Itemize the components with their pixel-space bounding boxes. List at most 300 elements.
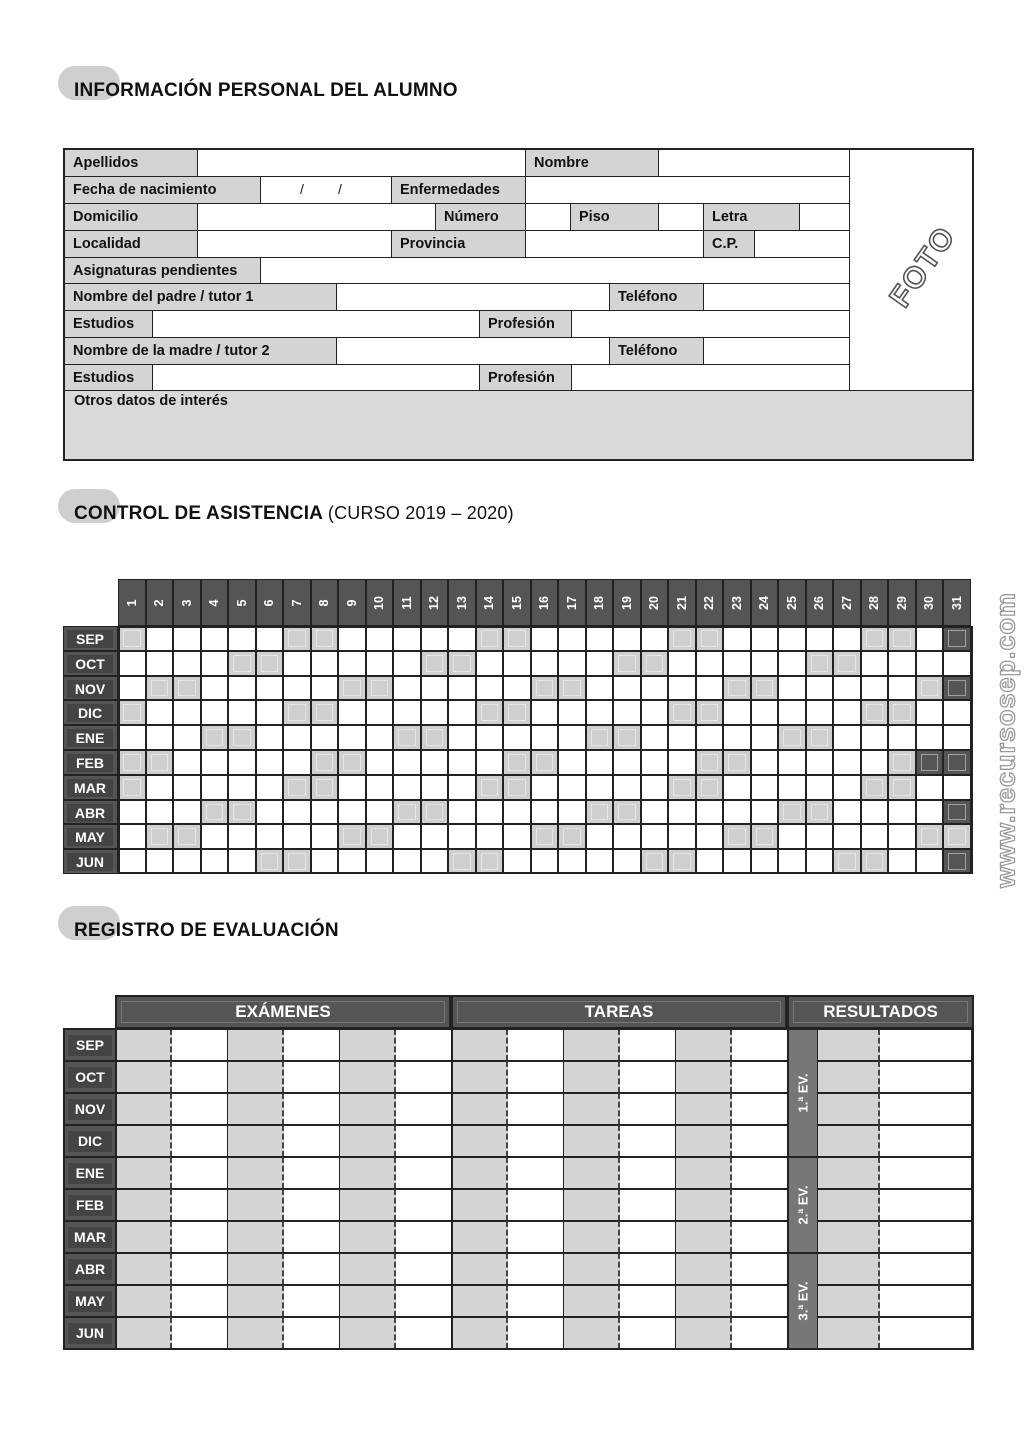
evaluation-cell[interactable] (564, 1189, 620, 1221)
attendance-cell[interactable] (696, 800, 724, 825)
evaluation-cell[interactable] (340, 1157, 396, 1189)
attendance-cell[interactable] (833, 849, 861, 874)
attendance-cell[interactable] (778, 824, 806, 849)
attendance-cell[interactable] (531, 725, 559, 750)
letra-field[interactable] (800, 204, 849, 230)
evaluation-cell[interactable] (620, 1285, 676, 1317)
attendance-cell[interactable] (118, 626, 146, 651)
attendance-cell[interactable] (283, 725, 311, 750)
attendance-cell[interactable] (448, 676, 476, 701)
attendance-cell[interactable] (558, 676, 586, 701)
attendance-cell[interactable] (448, 849, 476, 874)
attendance-cell[interactable] (696, 849, 724, 874)
attendance-cell[interactable] (338, 676, 366, 701)
attendance-cell[interactable] (201, 775, 229, 800)
evaluation-cell[interactable] (880, 1221, 972, 1253)
evaluation-cell[interactable] (116, 1157, 172, 1189)
attendance-cell[interactable] (366, 800, 394, 825)
attendance-cell[interactable] (861, 824, 889, 849)
evaluation-cell[interactable] (340, 1125, 396, 1157)
evaluation-cell[interactable] (172, 1317, 228, 1349)
attendance-cell[interactable] (806, 750, 834, 775)
attendance-cell[interactable] (283, 651, 311, 676)
evaluation-cell[interactable] (880, 1061, 972, 1093)
evaluation-cell[interactable] (818, 1221, 880, 1253)
attendance-cell[interactable] (613, 800, 641, 825)
attendance-cell[interactable] (723, 824, 751, 849)
evaluation-cell[interactable] (228, 1317, 284, 1349)
attendance-cell[interactable] (228, 824, 256, 849)
evaluation-cell[interactable] (676, 1285, 732, 1317)
attendance-cell[interactable] (558, 775, 586, 800)
attendance-cell[interactable] (366, 676, 394, 701)
evaluation-cell[interactable] (172, 1093, 228, 1125)
attendance-cell[interactable] (146, 800, 174, 825)
attendance-cell[interactable] (366, 725, 394, 750)
attendance-cell[interactable] (201, 725, 229, 750)
attendance-cell[interactable] (833, 800, 861, 825)
attendance-cell[interactable] (531, 824, 559, 849)
attendance-cell[interactable] (476, 750, 504, 775)
evaluation-cell[interactable] (818, 1253, 880, 1285)
attendance-cell[interactable] (531, 676, 559, 701)
evaluation-cell[interactable] (732, 1093, 788, 1125)
attendance-cell[interactable] (916, 824, 944, 849)
attendance-cell[interactable] (173, 800, 201, 825)
evaluation-cell[interactable] (508, 1189, 564, 1221)
attendance-cell[interactable] (146, 626, 174, 651)
profesion-1-field[interactable] (572, 311, 849, 337)
evaluation-cell[interactable] (172, 1029, 228, 1061)
attendance-cell[interactable] (668, 824, 696, 849)
attendance-cell[interactable] (943, 750, 971, 775)
attendance-cell[interactable] (146, 775, 174, 800)
attendance-cell[interactable] (696, 824, 724, 849)
attendance-cell[interactable] (668, 849, 696, 874)
evaluation-cell[interactable] (508, 1253, 564, 1285)
attendance-cell[interactable] (531, 626, 559, 651)
attendance-cell[interactable] (888, 800, 916, 825)
evaluation-cell[interactable] (620, 1253, 676, 1285)
attendance-cell[interactable] (311, 626, 339, 651)
evaluation-cell[interactable] (228, 1093, 284, 1125)
attendance-cell[interactable] (641, 824, 669, 849)
evaluation-cell[interactable] (340, 1029, 396, 1061)
attendance-cell[interactable] (641, 849, 669, 874)
photo-box[interactable] (849, 150, 972, 390)
attendance-cell[interactable] (503, 849, 531, 874)
attendance-cell[interactable] (256, 800, 284, 825)
attendance-cell[interactable] (558, 651, 586, 676)
attendance-cell[interactable] (256, 651, 284, 676)
attendance-cell[interactable] (668, 676, 696, 701)
attendance-cell[interactable] (668, 700, 696, 725)
attendance-cell[interactable] (888, 700, 916, 725)
attendance-cell[interactable] (421, 700, 449, 725)
attendance-cell[interactable] (476, 700, 504, 725)
attendance-cell[interactable] (806, 651, 834, 676)
attendance-cell[interactable] (173, 626, 201, 651)
attendance-cell[interactable] (723, 849, 751, 874)
attendance-cell[interactable] (228, 676, 256, 701)
evaluation-cell[interactable] (396, 1093, 452, 1125)
attendance-cell[interactable] (613, 824, 641, 849)
evaluation-cell[interactable] (284, 1221, 340, 1253)
evaluation-cell[interactable] (620, 1093, 676, 1125)
attendance-cell[interactable] (146, 849, 174, 874)
evaluation-cell[interactable] (284, 1317, 340, 1349)
attendance-cell[interactable] (173, 651, 201, 676)
attendance-cell[interactable] (228, 700, 256, 725)
attendance-cell[interactable] (311, 750, 339, 775)
attendance-cell[interactable] (778, 626, 806, 651)
attendance-cell[interactable] (916, 849, 944, 874)
otros-datos-field[interactable] (65, 390, 972, 459)
evaluation-cell[interactable] (732, 1061, 788, 1093)
evaluation-cell[interactable] (564, 1029, 620, 1061)
attendance-cell[interactable] (888, 725, 916, 750)
attendance-cell[interactable] (861, 626, 889, 651)
evaluation-cell[interactable] (452, 1317, 508, 1349)
evaluation-cell[interactable] (172, 1221, 228, 1253)
evaluation-cell[interactable] (284, 1125, 340, 1157)
evaluation-cell[interactable] (732, 1285, 788, 1317)
attendance-cell[interactable] (448, 750, 476, 775)
evaluation-cell[interactable] (396, 1029, 452, 1061)
attendance-cell[interactable] (503, 824, 531, 849)
evaluation-cell[interactable] (508, 1125, 564, 1157)
attendance-cell[interactable] (668, 750, 696, 775)
evaluation-cell[interactable] (116, 1221, 172, 1253)
evaluation-cell[interactable] (508, 1093, 564, 1125)
attendance-cell[interactable] (173, 676, 201, 701)
attendance-cell[interactable] (531, 750, 559, 775)
attendance-cell[interactable] (118, 676, 146, 701)
attendance-cell[interactable] (338, 626, 366, 651)
evaluation-cell[interactable] (284, 1157, 340, 1189)
attendance-cell[interactable] (118, 651, 146, 676)
nombre-field[interactable] (659, 150, 849, 176)
attendance-cell[interactable] (531, 651, 559, 676)
evaluation-cell[interactable] (508, 1317, 564, 1349)
attendance-cell[interactable] (228, 626, 256, 651)
evaluation-cell[interactable] (880, 1253, 972, 1285)
attendance-cell[interactable] (751, 775, 779, 800)
attendance-cell[interactable] (118, 849, 146, 874)
attendance-cell[interactable] (146, 725, 174, 750)
attendance-cell[interactable] (118, 725, 146, 750)
attendance-cell[interactable] (393, 849, 421, 874)
enfermedades-field[interactable] (526, 177, 849, 203)
attendance-cell[interactable] (613, 849, 641, 874)
evaluation-cell[interactable] (620, 1029, 676, 1061)
evaluation-cell[interactable] (620, 1317, 676, 1349)
attendance-cell[interactable] (503, 725, 531, 750)
evaluation-cell[interactable] (172, 1253, 228, 1285)
attendance-cell[interactable] (338, 725, 366, 750)
evaluation-cell[interactable] (818, 1317, 880, 1349)
evaluation-cell[interactable] (116, 1253, 172, 1285)
attendance-cell[interactable] (613, 775, 641, 800)
attendance-cell[interactable] (751, 750, 779, 775)
attendance-cell[interactable] (448, 725, 476, 750)
attendance-cell[interactable] (806, 725, 834, 750)
evaluation-cell[interactable] (732, 1317, 788, 1349)
attendance-cell[interactable] (723, 750, 751, 775)
profesion-2-field[interactable] (572, 365, 849, 390)
attendance-cell[interactable] (778, 800, 806, 825)
attendance-cell[interactable] (256, 775, 284, 800)
evaluation-cell[interactable] (116, 1189, 172, 1221)
attendance-cell[interactable] (751, 676, 779, 701)
attendance-cell[interactable] (586, 750, 614, 775)
attendance-cell[interactable] (338, 750, 366, 775)
attendance-cell[interactable] (806, 824, 834, 849)
attendance-cell[interactable] (833, 824, 861, 849)
attendance-cell[interactable] (366, 849, 394, 874)
attendance-cell[interactable] (943, 626, 971, 651)
evaluation-cell[interactable] (172, 1189, 228, 1221)
attendance-cell[interactable] (668, 800, 696, 825)
attendance-cell[interactable] (723, 700, 751, 725)
attendance-cell[interactable] (476, 775, 504, 800)
attendance-cell[interactable] (833, 750, 861, 775)
evaluation-cell[interactable] (818, 1189, 880, 1221)
attendance-cell[interactable] (778, 775, 806, 800)
attendance-cell[interactable] (173, 775, 201, 800)
attendance-cell[interactable] (448, 651, 476, 676)
attendance-cell[interactable] (641, 750, 669, 775)
attendance-cell[interactable] (448, 800, 476, 825)
attendance-cell[interactable] (833, 626, 861, 651)
attendance-cell[interactable] (833, 725, 861, 750)
evaluation-cell[interactable] (818, 1029, 880, 1061)
evaluation-cell[interactable] (620, 1157, 676, 1189)
evaluation-cell[interactable] (228, 1157, 284, 1189)
evaluation-cell[interactable] (564, 1157, 620, 1189)
attendance-cell[interactable] (311, 725, 339, 750)
attendance-cell[interactable] (311, 651, 339, 676)
attendance-cell[interactable] (393, 700, 421, 725)
evaluation-cell[interactable] (340, 1189, 396, 1221)
attendance-cell[interactable] (751, 849, 779, 874)
attendance-cell[interactable] (943, 651, 971, 676)
attendance-cell[interactable] (888, 750, 916, 775)
attendance-cell[interactable] (861, 750, 889, 775)
attendance-cell[interactable] (558, 700, 586, 725)
attendance-cell[interactable] (558, 626, 586, 651)
attendance-cell[interactable] (311, 849, 339, 874)
attendance-cell[interactable] (613, 725, 641, 750)
attendance-cell[interactable] (888, 626, 916, 651)
evaluation-cell[interactable] (116, 1125, 172, 1157)
attendance-cell[interactable] (146, 700, 174, 725)
evaluation-cell[interactable] (732, 1221, 788, 1253)
attendance-cell[interactable] (476, 651, 504, 676)
attendance-cell[interactable] (338, 775, 366, 800)
attendance-cell[interactable] (778, 700, 806, 725)
evaluation-cell[interactable] (396, 1061, 452, 1093)
evaluation-cell[interactable] (620, 1221, 676, 1253)
attendance-cell[interactable] (201, 700, 229, 725)
attendance-cell[interactable] (613, 676, 641, 701)
attendance-cell[interactable] (806, 775, 834, 800)
attendance-cell[interactable] (696, 700, 724, 725)
estudios-1-field[interactable] (153, 311, 480, 337)
attendance-cell[interactable] (586, 676, 614, 701)
attendance-cell[interactable] (311, 676, 339, 701)
attendance-cell[interactable] (641, 725, 669, 750)
attendance-cell[interactable] (778, 676, 806, 701)
attendance-cell[interactable] (393, 775, 421, 800)
evaluation-cell[interactable] (620, 1125, 676, 1157)
attendance-cell[interactable] (916, 700, 944, 725)
evaluation-cell[interactable] (564, 1253, 620, 1285)
attendance-cell[interactable] (696, 725, 724, 750)
padre-field[interactable] (337, 284, 610, 310)
evaluation-cell[interactable] (228, 1189, 284, 1221)
attendance-cell[interactable] (201, 750, 229, 775)
attendance-cell[interactable] (531, 775, 559, 800)
attendance-cell[interactable] (201, 800, 229, 825)
attendance-cell[interactable] (613, 651, 641, 676)
attendance-cell[interactable] (723, 651, 751, 676)
attendance-cell[interactable] (393, 750, 421, 775)
evaluation-cell[interactable] (564, 1093, 620, 1125)
evaluation-cell[interactable] (340, 1317, 396, 1349)
attendance-cell[interactable] (311, 775, 339, 800)
evaluation-cell[interactable] (508, 1029, 564, 1061)
attendance-cell[interactable] (146, 676, 174, 701)
evaluation-cell[interactable] (172, 1061, 228, 1093)
attendance-cell[interactable] (861, 700, 889, 725)
attendance-cell[interactable] (641, 651, 669, 676)
provincia-field[interactable] (526, 231, 704, 257)
evaluation-cell[interactable] (564, 1061, 620, 1093)
evaluation-cell[interactable] (116, 1029, 172, 1061)
attendance-cell[interactable] (586, 700, 614, 725)
attendance-cell[interactable] (888, 775, 916, 800)
attendance-cell[interactable] (201, 849, 229, 874)
attendance-cell[interactable] (778, 651, 806, 676)
attendance-cell[interactable] (476, 676, 504, 701)
attendance-cell[interactable] (641, 626, 669, 651)
attendance-cell[interactable] (173, 824, 201, 849)
attendance-cell[interactable] (641, 800, 669, 825)
evaluation-cell[interactable] (340, 1285, 396, 1317)
attendance-cell[interactable] (421, 676, 449, 701)
telefono-2-field[interactable] (704, 338, 849, 364)
attendance-cell[interactable] (366, 824, 394, 849)
attendance-cell[interactable] (421, 750, 449, 775)
attendance-cell[interactable] (118, 775, 146, 800)
attendance-cell[interactable] (476, 725, 504, 750)
attendance-cell[interactable] (641, 700, 669, 725)
attendance-cell[interactable] (448, 700, 476, 725)
attendance-cell[interactable] (696, 651, 724, 676)
attendance-cell[interactable] (531, 800, 559, 825)
evaluation-cell[interactable] (676, 1221, 732, 1253)
evaluation-cell[interactable] (564, 1125, 620, 1157)
estudios-2-field[interactable] (153, 365, 480, 390)
attendance-cell[interactable] (283, 775, 311, 800)
evaluation-cell[interactable] (880, 1093, 972, 1125)
attendance-cell[interactable] (366, 651, 394, 676)
attendance-cell[interactable] (338, 651, 366, 676)
attendance-cell[interactable] (668, 651, 696, 676)
attendance-cell[interactable] (586, 800, 614, 825)
fecha-nacimiento-field[interactable] (261, 177, 392, 203)
evaluation-cell[interactable] (116, 1317, 172, 1349)
attendance-cell[interactable] (173, 725, 201, 750)
evaluation-cell[interactable] (452, 1285, 508, 1317)
attendance-cell[interactable] (558, 824, 586, 849)
evaluation-cell[interactable] (228, 1285, 284, 1317)
evaluation-cell[interactable] (284, 1093, 340, 1125)
evaluation-cell[interactable] (818, 1285, 880, 1317)
attendance-cell[interactable] (943, 775, 971, 800)
attendance-cell[interactable] (723, 800, 751, 825)
attendance-cell[interactable] (723, 626, 751, 651)
attendance-cell[interactable] (256, 676, 284, 701)
attendance-cell[interactable] (723, 676, 751, 701)
attendance-cell[interactable] (448, 775, 476, 800)
attendance-cell[interactable] (916, 676, 944, 701)
attendance-cell[interactable] (806, 676, 834, 701)
attendance-cell[interactable] (448, 824, 476, 849)
cp-field[interactable] (755, 231, 849, 257)
evaluation-cell[interactable] (340, 1061, 396, 1093)
attendance-cell[interactable] (118, 700, 146, 725)
evaluation-cell[interactable] (452, 1029, 508, 1061)
attendance-cell[interactable] (751, 626, 779, 651)
attendance-cell[interactable] (558, 800, 586, 825)
attendance-cell[interactable] (146, 651, 174, 676)
evaluation-cell[interactable] (116, 1285, 172, 1317)
evaluation-cell[interactable] (732, 1125, 788, 1157)
evaluation-cell[interactable] (676, 1253, 732, 1285)
evaluation-cell[interactable] (676, 1189, 732, 1221)
evaluation-cell[interactable] (452, 1093, 508, 1125)
attendance-cell[interactable] (558, 849, 586, 874)
attendance-cell[interactable] (888, 651, 916, 676)
attendance-cell[interactable] (338, 849, 366, 874)
attendance-cell[interactable] (476, 824, 504, 849)
attendance-cell[interactable] (613, 700, 641, 725)
attendance-cell[interactable] (173, 700, 201, 725)
evaluation-cell[interactable] (452, 1061, 508, 1093)
attendance-cell[interactable] (503, 775, 531, 800)
evaluation-cell[interactable] (116, 1061, 172, 1093)
evaluation-cell[interactable] (284, 1285, 340, 1317)
attendance-cell[interactable] (503, 626, 531, 651)
evaluation-cell[interactable] (676, 1317, 732, 1349)
evaluation-cell[interactable] (508, 1061, 564, 1093)
attendance-cell[interactable] (861, 725, 889, 750)
evaluation-cell[interactable] (732, 1157, 788, 1189)
attendance-cell[interactable] (421, 651, 449, 676)
attendance-cell[interactable] (366, 700, 394, 725)
attendance-cell[interactable] (173, 750, 201, 775)
attendance-cell[interactable] (283, 676, 311, 701)
evaluation-cell[interactable] (284, 1253, 340, 1285)
evaluation-cell[interactable] (732, 1029, 788, 1061)
attendance-cell[interactable] (311, 824, 339, 849)
evaluation-cell[interactable] (818, 1157, 880, 1189)
attendance-cell[interactable] (421, 824, 449, 849)
evaluation-cell[interactable] (284, 1189, 340, 1221)
piso-field[interactable] (659, 204, 704, 230)
